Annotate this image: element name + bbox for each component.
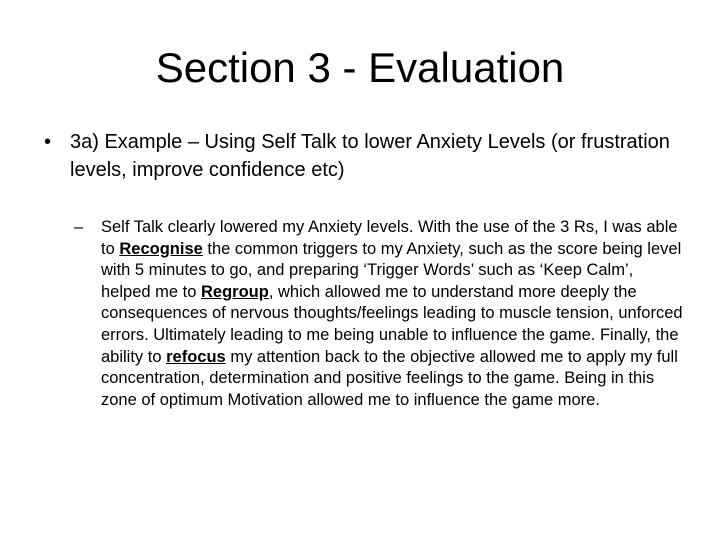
main-bullet-text: 3a) Example – Using Self Talk to lower Anxiety Levels (or frustration levels, improve confidence etc) [70,131,670,181]
slide-title: Section 3 - Evaluation [155,44,565,91]
sub-bullet-text [101,217,684,411]
dash-marker: – [74,218,84,236]
sub-bullet-text-part1: Self Talk clearly lowered my Anxiety levels. With the use of the 3 Rs, I was able to [101,218,678,258]
bullet-marker: • [44,131,52,153]
main-bullet [44,128,684,184]
sub-bullet-text-part3: , which allowed me to understand more deeply the consequences of nervous thoughts/feelings leading to muscle tension, unforced errors. Ultimately leading to me being unable to influence the game. Finally, the ability to [101,282,683,366]
keyword-recognise: Recognise [119,239,203,258]
sub-bullet [74,217,684,411]
keyword-regroup: Regroup [200,282,269,301]
sub-bullet-text-part4: my attention back to the objective allowed me to apply my full concentration, determination and positive feelings to the game. Being in this zone of optimum Motivation allowed me to influence the game more. [101,347,678,409]
sub-bullet-text-part2: the common triggers to my Anxiety, such as the score being level with 5 minutes to go, and preparing ‘Trigger Words’ such as ‘Keep Calm’, helped me to [101,239,682,301]
keyword-refocus: refocus [166,347,226,366]
